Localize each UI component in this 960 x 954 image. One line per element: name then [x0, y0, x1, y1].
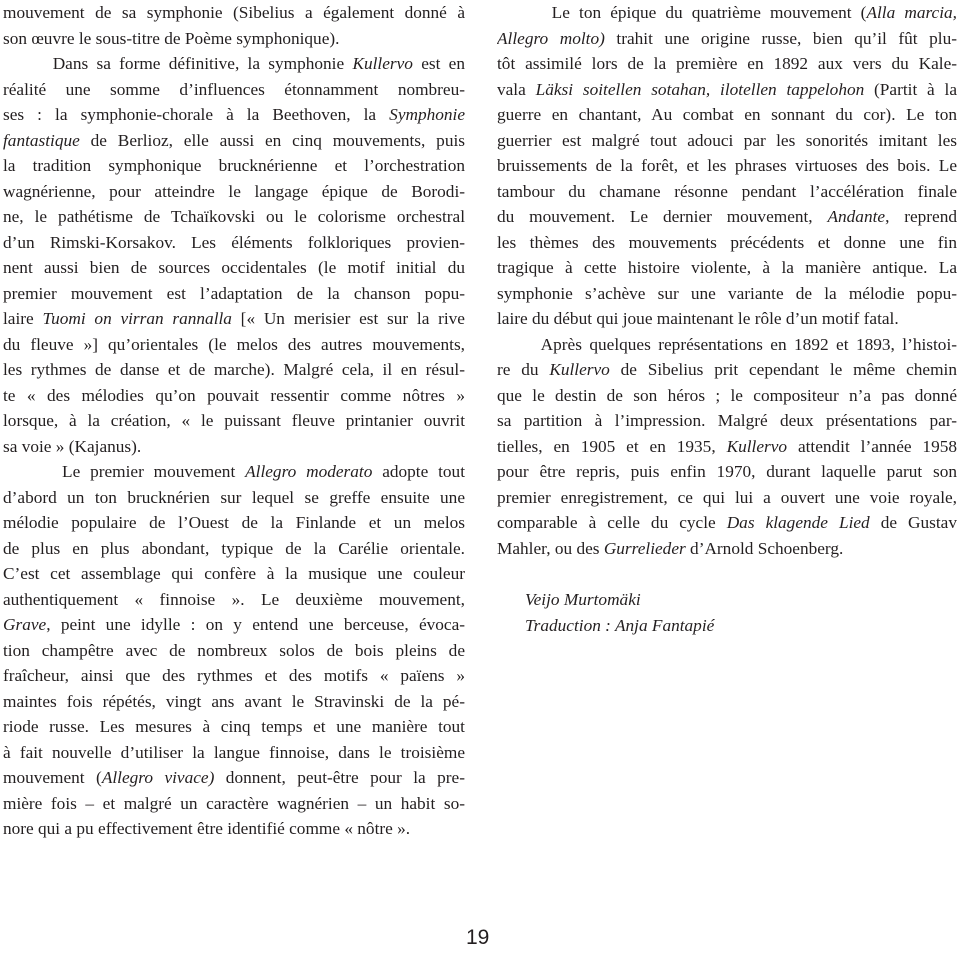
italic-text: fantastique: [3, 130, 80, 150]
left_column-text-line: [3, 51, 465, 77]
italic-text: Läksi soitellen sotahan, ilotellen tappelohon: [535, 79, 865, 99]
left_column-text-line: [3, 791, 465, 817]
right_column-text-line: [497, 153, 957, 179]
left_column-text-line: [3, 663, 465, 689]
text-run: vala: [497, 79, 536, 99]
text-run: donnent, peut-être pour la pre-: [214, 768, 465, 787]
text-run: du mouvement. Le dernier mouvement,: [497, 207, 828, 226]
text-run: Dans sa forme définitive, la symphonie: [3, 54, 353, 73]
italic-text: Alla marcia,: [866, 3, 957, 22]
text-run: attendit l’année 1958: [787, 436, 957, 456]
text-run: est en: [412, 54, 465, 73]
left_column-text-line: [3, 230, 465, 256]
left_column-text-line: [3, 740, 465, 766]
text-run: maintes fois répétés, vingt ans avant le Stravinski de la pé-: [3, 691, 465, 711]
text-run: Après quelques représentations en 1892 et 1893, l’histoi-: [497, 334, 957, 354]
left_column-text-line: [3, 765, 465, 791]
left_column-text-line: [3, 153, 465, 179]
text-run: [« Un merisier est sur la rive: [231, 309, 465, 328]
text-run: wagnérienne, pour atteindre le langage épique de Borodi-: [3, 181, 465, 201]
left_column-text-line: [3, 102, 465, 128]
italic-text: Allegro vivace): [101, 768, 215, 787]
text-run: sa partition à l’impression. Malgré deux présentations par-: [497, 411, 957, 430]
text-run: les thèmes des mouvements précédents et donne une fin: [497, 232, 957, 252]
left_column-text-line: [3, 0, 465, 26]
left_column-text-line: [3, 357, 465, 383]
text-run: à fait nouvelle d’utiliser la langue finnoise, dans le troisième: [3, 742, 465, 762]
translator-credit: Traduction : Anja Fantapié: [525, 615, 715, 635]
text-run: la tradition symphonique brucknérienne et l’orchestration: [3, 156, 465, 175]
right_column-text-line: [497, 204, 957, 230]
left_column-text-line: [3, 561, 465, 587]
text-run: ne, le pathétisme de Tchaïkovski ou le colorisme orchestral: [3, 207, 465, 226]
left_column-text-line: [3, 128, 465, 154]
text-run: tragique à cette histoire violente, à la manière antique. La: [497, 258, 957, 277]
right_column-text-line: [497, 0, 957, 26]
right-column: [497, 0, 957, 638]
right_column-text-line: [497, 51, 957, 77]
left_column-text-line: [3, 204, 465, 230]
text-run: nore qui a pu effectivement être identifié comme « nôtre ».: [3, 819, 411, 838]
text-run: , peint une idylle : on y entend une berceuse, évoca-: [46, 615, 465, 634]
left_column-text-line: [3, 179, 465, 205]
left_column-text-line: [3, 332, 465, 358]
text-run: que le destin de son héros ; le compositeur n’a pas donné: [497, 385, 957, 405]
right_column-text-line: [497, 485, 957, 511]
text-run: tion champêtre avec de nombreux solos de bois pleins de: [3, 640, 465, 660]
right_column-text-line: [497, 306, 957, 332]
left_column-text-line: [3, 26, 465, 52]
left_column-text-line: [3, 306, 465, 332]
text-run: de Sibelius prit cependant le même chemin: [609, 360, 957, 379]
italic-text: Kullervo: [549, 360, 610, 379]
italic-text: Gurrelieder: [603, 538, 686, 558]
left_column-text-line: [3, 408, 465, 434]
left_column-text-line: [3, 510, 465, 536]
right_column-text-line: [497, 77, 957, 103]
text-run: (Partit à la: [864, 79, 957, 99]
italic-text: Symphonie: [389, 105, 465, 124]
text-run: symphonie s’achève sur une variante de la mélodie popu-: [497, 283, 957, 303]
left-column: [3, 0, 465, 842]
right_column-text-line: [497, 230, 957, 256]
text-run: re du: [497, 360, 550, 379]
left_column-text-line: [3, 485, 465, 511]
text-run: pour être repris, puis enfin 1970, durant laquelle parut son: [497, 462, 957, 481]
left_column-text-line: [3, 536, 465, 562]
text-run: , reprend: [885, 207, 957, 226]
right_column-text-line: [497, 332, 957, 358]
left_column-text-line: [3, 816, 465, 842]
right_column-text-line: [497, 408, 957, 434]
text-run: authentiquement « finnoise ». Le deuxième mouvement,: [3, 589, 465, 609]
left_column-text-line: [3, 587, 465, 613]
right_column-text-line: [497, 510, 957, 536]
text-run: son œuvre le sous-titre de Poème symphonique).: [3, 28, 340, 48]
left_column-text-line: [3, 638, 465, 664]
text-run: tielles, en 1905 et en 1935,: [497, 436, 727, 456]
text-run: guerre en chantant, Au combat en sonnant du cor). Le ton: [497, 105, 957, 124]
left_column-text-line: [3, 383, 465, 409]
text-run: premier enregistrement, ce qui lui a ouvert une voie royale,: [497, 487, 957, 507]
text-run: sa voie » (Kajanus).: [3, 436, 142, 456]
text-run: du fleuve »] qu’orientales (le melos des autres mouvements,: [3, 334, 465, 354]
text-run: riode russe. Les mesures à cinq temps et une manière tout: [3, 717, 465, 736]
right_column-text-line: [497, 281, 957, 307]
left_column-text-line: [3, 689, 465, 715]
left_column-text-line: [3, 255, 465, 281]
italic-text: Kullervo: [352, 54, 413, 73]
text-run: trahit une origine russe, bien qu’il fût plu-: [604, 28, 957, 48]
text-run: mouvement de sa symphonie (Sibelius a également donné à: [3, 3, 465, 22]
text-run: C’est cet assemblage qui confère à la musique une couleur: [3, 564, 465, 583]
right_column-text-line: [497, 128, 957, 154]
text-run: guerrier est malgré tout adouci par les sonorités imitant les: [497, 130, 957, 150]
right_column-text-line: [497, 26, 957, 52]
text-run: lorsque, à la création, « le puissant fleuve printanier ouvrit: [3, 411, 465, 430]
text-run: d’abord un ton brucknérien sur lequel se greffe ensuite une: [3, 487, 465, 507]
text-run: laire du début qui joue maintenant le rôle d’un motif fatal.: [497, 309, 899, 328]
text-run: adopte tout: [372, 462, 465, 481]
left_column-text-line: [3, 714, 465, 740]
right-column-text: [497, 0, 957, 561]
text-run: mélodie populaire de l’Ouest de la Finlande et un melos: [3, 513, 465, 532]
text-run: les rythmes de danse et de marche). Malgré cela, il en résul-: [3, 360, 465, 379]
text-run: fraîcheur, ainsi que des rythmes et des motifs « païens »: [3, 666, 465, 685]
text-run: de Gustav: [869, 513, 957, 532]
signature-block: [497, 587, 957, 638]
text-run: comparable à celle du cycle: [497, 513, 727, 532]
right_column-text-line: [497, 459, 957, 485]
text-run: mouvement (: [3, 768, 102, 787]
right_column-text-line: [497, 255, 957, 281]
text-run: te « des mélodies qu’on pouvait ressentir comme nôtres »: [3, 385, 465, 405]
italic-text: Allegro molto): [497, 28, 605, 48]
text-run: mière fois – et malgré un caractère wagnérien – un habit so-: [3, 793, 465, 813]
right_column-text-line: [497, 383, 957, 409]
italic-text: Allegro moderato: [245, 462, 373, 481]
left_column-text-line: [3, 281, 465, 307]
italic-text: Andante: [827, 207, 886, 226]
text-run: nent aussi bien de sources occidentales (le motif initial du: [3, 258, 465, 277]
right_column-text-line: [497, 102, 957, 128]
text-run: bruissements de la forêt, et les phrases virtuoses des bois. Le: [497, 156, 957, 175]
right_column-text-line: [497, 179, 957, 205]
text-run: de Berlioz, elle aussi en cinq mouvements, puis: [79, 130, 465, 150]
left_column-text-line: [3, 459, 465, 485]
italic-text: Kullervo: [726, 436, 788, 456]
text-run: de plus en plus abondant, typique de la Carélie orientale.: [3, 538, 465, 558]
italic-text: Tuomi on virran rannalla: [42, 309, 232, 328]
text-run: tôt assimilé lors de la première en 1892 aux vers du Kale-: [497, 54, 957, 73]
text-run: laire: [3, 309, 43, 328]
text-run: Le premier mouvement: [3, 462, 246, 481]
page-number: 19: [466, 926, 490, 949]
text-run: d’Arnold Schoenberg.: [685, 538, 844, 558]
left_column-text-line: [3, 77, 465, 103]
text-run: d’un Rimski-Korsakov. Les éléments folkloriques provien-: [3, 232, 465, 252]
text-run: Mahler, ou des: [497, 538, 604, 558]
italic-text: Grave: [3, 615, 47, 634]
text-run: premier mouvement est l’adaptation de la chanson popu-: [3, 283, 465, 303]
right_column-text-line: [497, 536, 957, 562]
text-run: réalité une somme d’influences étonnamment nombreu-: [3, 79, 465, 99]
right_column-text-line: [497, 434, 957, 460]
text-run: Le ton épique du quatrième mouvement (: [497, 3, 867, 22]
italic-text: Das klagende Lied: [726, 513, 870, 532]
left_column-text-line: [3, 434, 465, 460]
left_column-text-line: [3, 612, 465, 638]
text-run: ses : la symphonie-chorale à la Beethoven, la: [3, 105, 390, 124]
author-name: Veijo Murtomäki: [525, 590, 641, 609]
text-run: tambour du chamane résonne pendant l’accélération finale: [497, 181, 957, 201]
right_column-text-line: [497, 357, 957, 383]
